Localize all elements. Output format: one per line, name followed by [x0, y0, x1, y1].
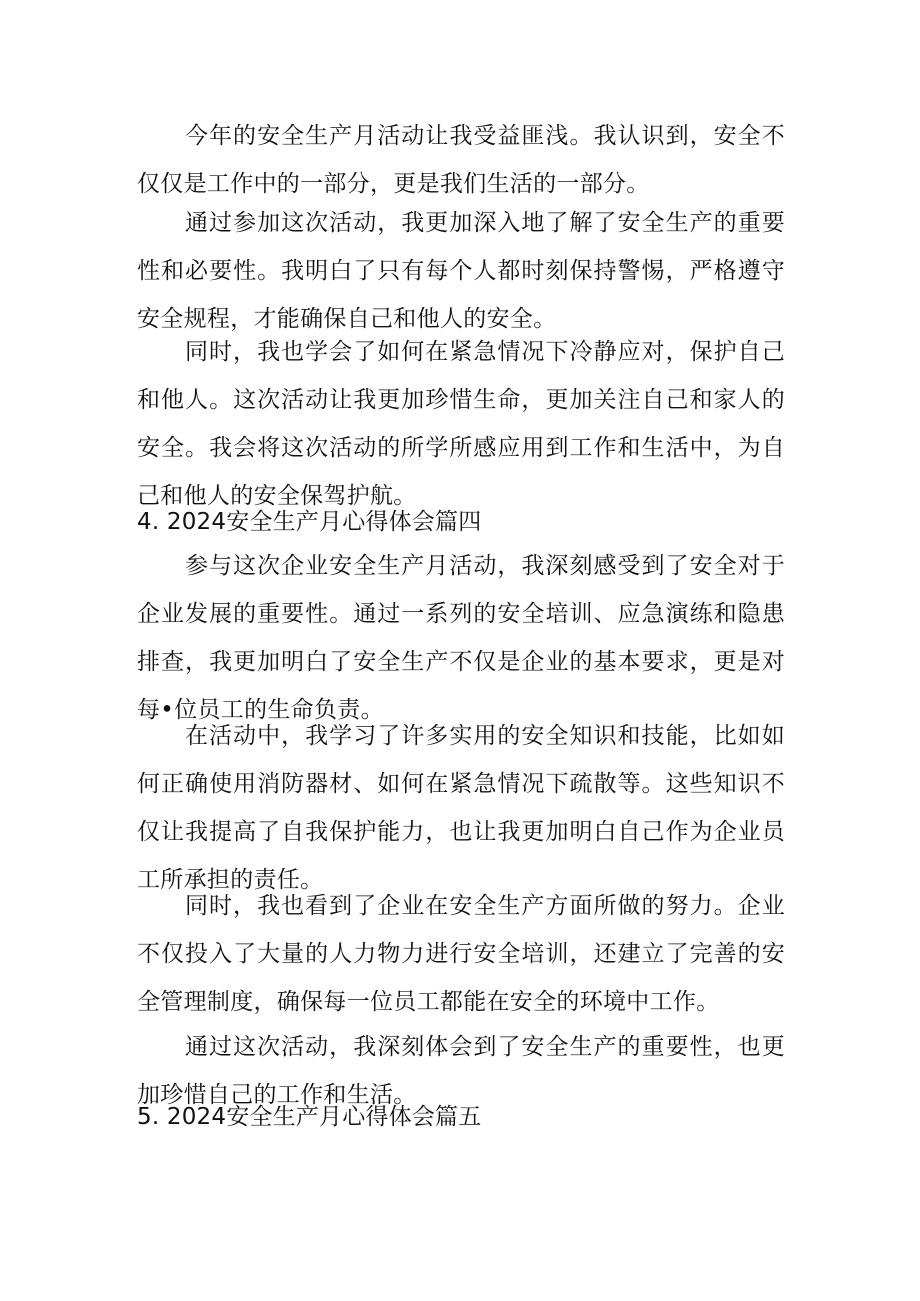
section-heading: 5. 2024安全生产月心得体会篇五	[137, 1104, 482, 1130]
paragraph: 同时，我也看到了企业在安全生产方面所做的努力。企业不仅投入了大量的人力物力进行安全培训，还建立了完善的安全管理制度，确保每一位员工都能在安全的环境中工作。	[137, 893, 785, 1015]
paragraph: 通过这次活动，我深刻体会到了安全生产的重要性，也更加珍惜自己的工作和生活。	[137, 1034, 785, 1108]
paragraph: 通过参加这次活动，我更加深入地了解了安全生产的重要性和必要性。我明白了只有每个人都时刻保持警惕，严格遵守安全规程，才能确保自己和他人的安全。	[137, 210, 785, 332]
paragraph: 同时，我也学会了如何在紧急情况下冷静应对，保护自己和他人。这次活动让我更加珍惜生命，更加关注自己和家人的安全。我会将这次活动的所学所感应用到工作和生活中，为自己和他人的安全保驾护航。	[137, 339, 785, 509]
paragraph: 参与这次企业安全生产月活动，我深刻感受到了安全对于企业发展的重要性。通过一系列的安全培训、应急演练和隐患排查，我更加明白了安全生产不仅是企业的基本要求，更是对每•位员工的生命负责。	[137, 553, 785, 723]
paragraph: 今年的安全生产月活动让我受益匪浅。我认识到，安全不仅仅是工作中的一部分，更是我们生活的一部分。	[137, 123, 785, 197]
section-heading: 4. 2024安全生产月心得体会篇四	[137, 509, 482, 535]
paragraph: 在活动中，我学习了许多实用的安全知识和技能，比如如何正确使用消防器材、如何在紧急情况下疏散等。这些知识不仅让我提高了自我保护能力，也让我更加明白自己作为企业员工所承担的责任。	[137, 723, 785, 893]
